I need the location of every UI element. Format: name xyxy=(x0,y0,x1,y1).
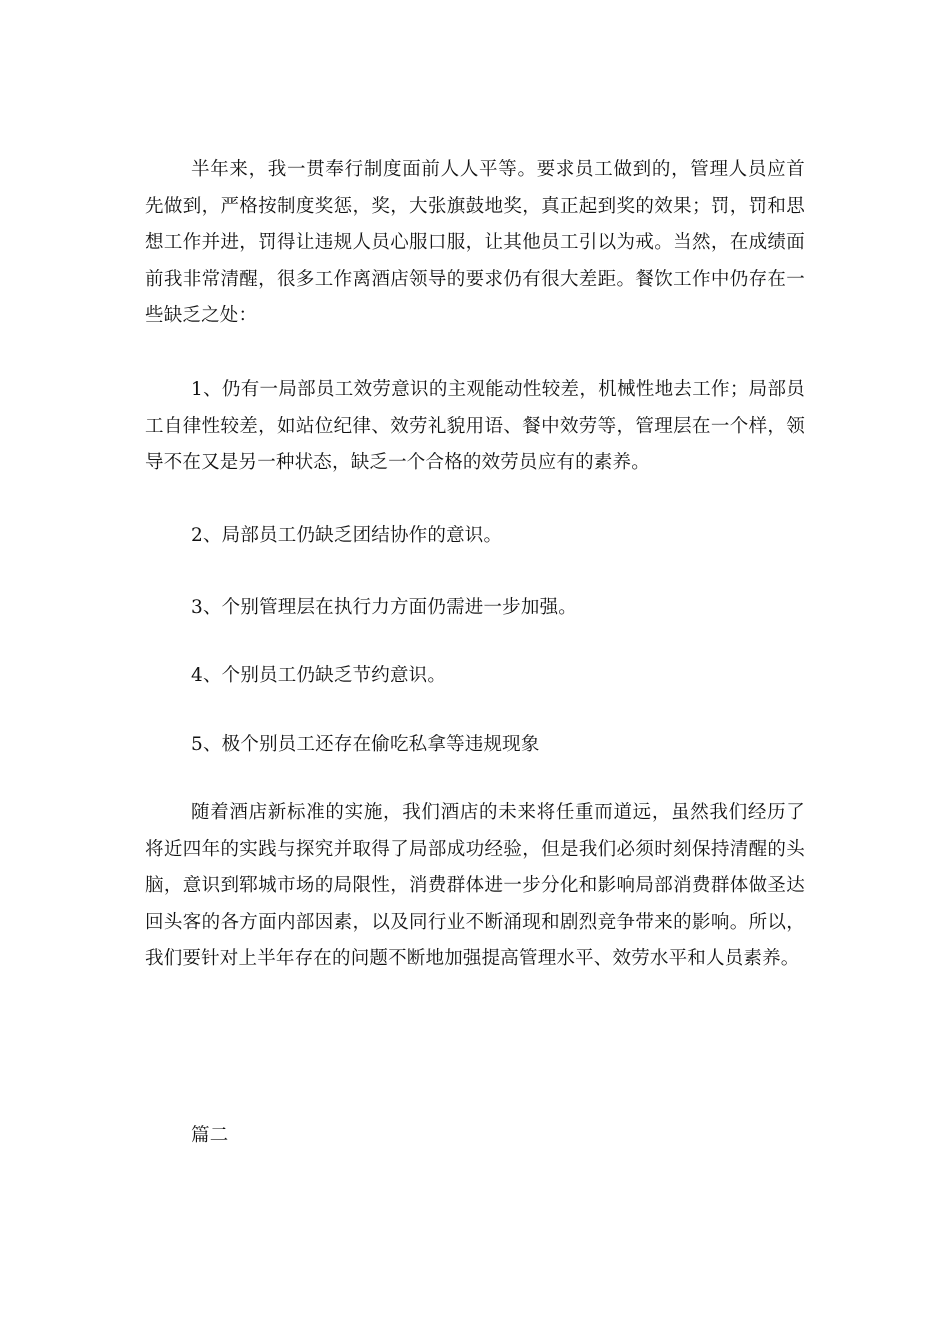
list-item-4: 4、个别员工仍缺乏节约意识。 xyxy=(191,665,447,686)
paragraph-intro: 半年来，我一贯奉行制度面前人人平等。要求员工做到的，管理人员应首先做到，严格按制度奖惩，奖，大张旗鼓地奖，真正起到奖的效果；罚，罚和思想工作并进，罚得让违规人员心服口服，让其他员工引以为戒。当然，在成绩面前我非常清醒，很多工作离酒店领导的要求仍有很大差距。餐饮工作中仍存在一些缺乏之处： xyxy=(145,159,805,326)
list-item-1: 1、仍有一局部员工效劳意识的主观能动性较差，机械性地去工作；局部员工自律性较差，如站位纪律、效劳礼貌用语、餐中效劳等，管理层在一个样，领导不在又是另一种状态，缺乏一个合格的效劳员应有的素养。 xyxy=(145,379,805,473)
list-item-2: 2、局部员工仍缺乏团结协作的意识。 xyxy=(191,525,503,546)
list-item-5: 5、极个别员工还存在偷吃私拿等违规现象 xyxy=(191,734,540,755)
section-heading: 篇二 xyxy=(191,1125,229,1146)
list-item-3: 3、个别管理层在执行力方面仍需进一步加强。 xyxy=(191,597,577,618)
paragraph-conclusion: 随着酒店新标准的实施，我们酒店的未来将任重而道远，虽然我们经历了将近四年的实践与探究并取得了局部成功经验，但是我们必须时刻保持清醒的头脑，意识到郓城市场的局限性，消费群体进一步分化和影响局部消费群体做圣达回头客的各方面内部因素，以及同行业不断涌现和剧烈竞争带来的影响。所以，我们要针对上半年存在的问题不断地加强提高管理水平、效劳水平和人员素养。 xyxy=(145,802,805,969)
